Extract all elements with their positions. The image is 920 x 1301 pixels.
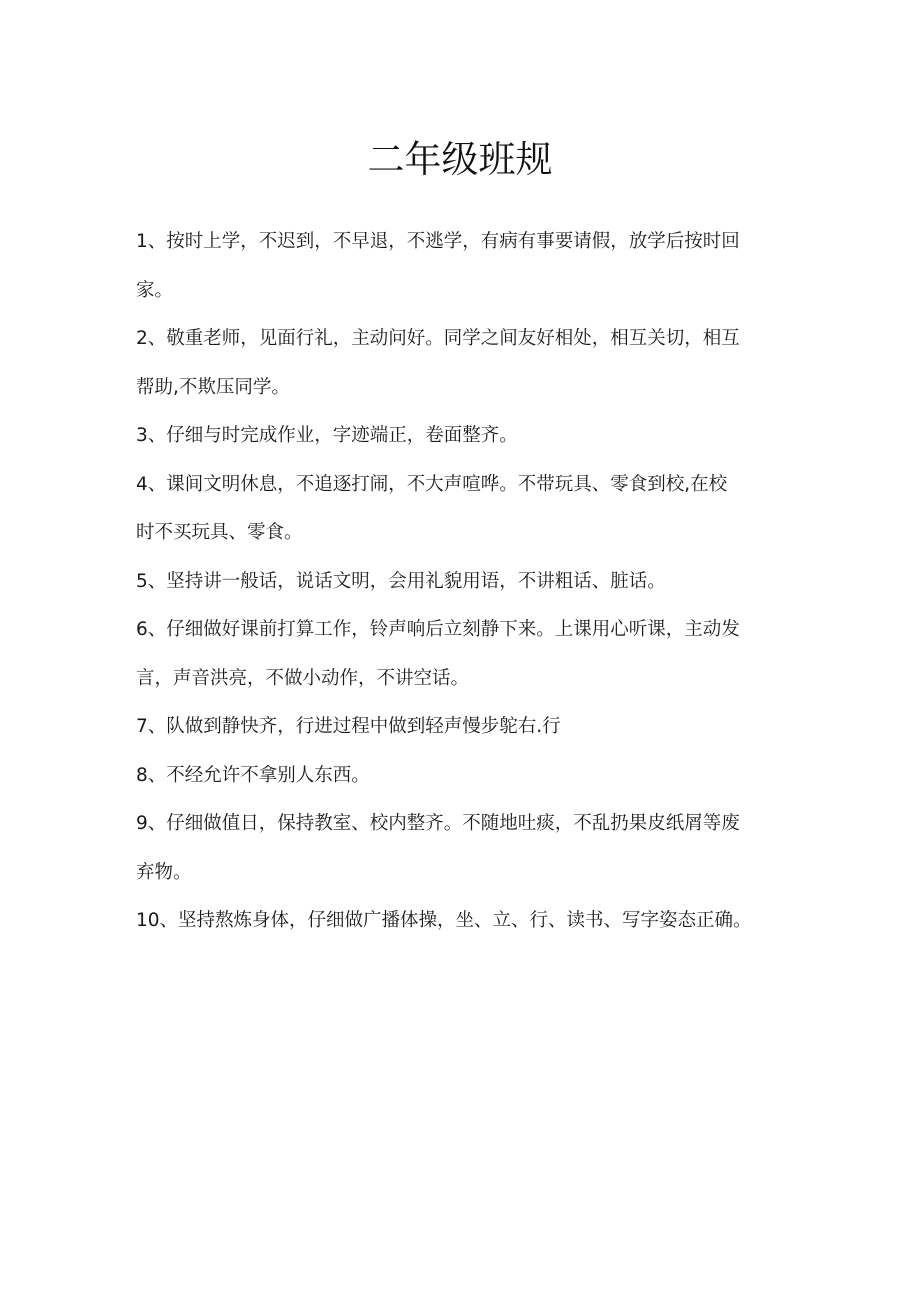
rule-line-15: 10、坚持熬炼身体，仔细做广播体操，坐、立、行、读书、写字姿态正确。 xyxy=(136,910,752,931)
rule-line-2: 家。 xyxy=(136,279,174,301)
rule-line-12: 8、不经允许不拿别人东西。 xyxy=(136,764,370,786)
rule-line-6: 4、课间文明休息，不追逐打闹，不大声喧哗。不带玩具、零食到校,在校 xyxy=(136,473,728,495)
rule-line-11: 7、队做到静快齐，行进过程中做到轻声慢步鸵右.行 xyxy=(136,716,561,737)
document-title: 二年级班规 xyxy=(367,138,553,181)
rule-line-13: 9、仔细做值日，保持教室、校内整齐。不随地吐痰，不乱扔果皮纸屑等废 xyxy=(136,813,740,834)
rule-line-4: 帮助,不欺压同学。 xyxy=(136,376,290,398)
rule-line-8: 5、坚持讲一般话，说话文明，会用礼貌用语，不讲粗话、脏话。 xyxy=(136,570,666,592)
rule-line-5: 3、仔细与时完成作业，字迹端正，卷面整齐。 xyxy=(136,425,518,446)
rule-line-10: 言，声音洪亮，不做小动作，不讲空话。 xyxy=(136,667,470,689)
rule-line-14: 弃物。 xyxy=(136,861,192,883)
rules-list xyxy=(136,218,796,946)
rule-line-3: 2、敬重老师，见面行礼，主动问好。同学之间友好相处，相互关切，相互 xyxy=(136,328,740,349)
rule-line-1: 1、按时上学，不迟到，不早退，不逃学，有病有事要请假，放学后按时回 xyxy=(136,231,740,252)
rule-line-9: 6、仔细做好课前打算工作，铃声响后立刻静下来。上课用心听课，主动发 xyxy=(136,619,740,640)
rule-line-7: 时不买玩具、零食。 xyxy=(136,522,303,543)
